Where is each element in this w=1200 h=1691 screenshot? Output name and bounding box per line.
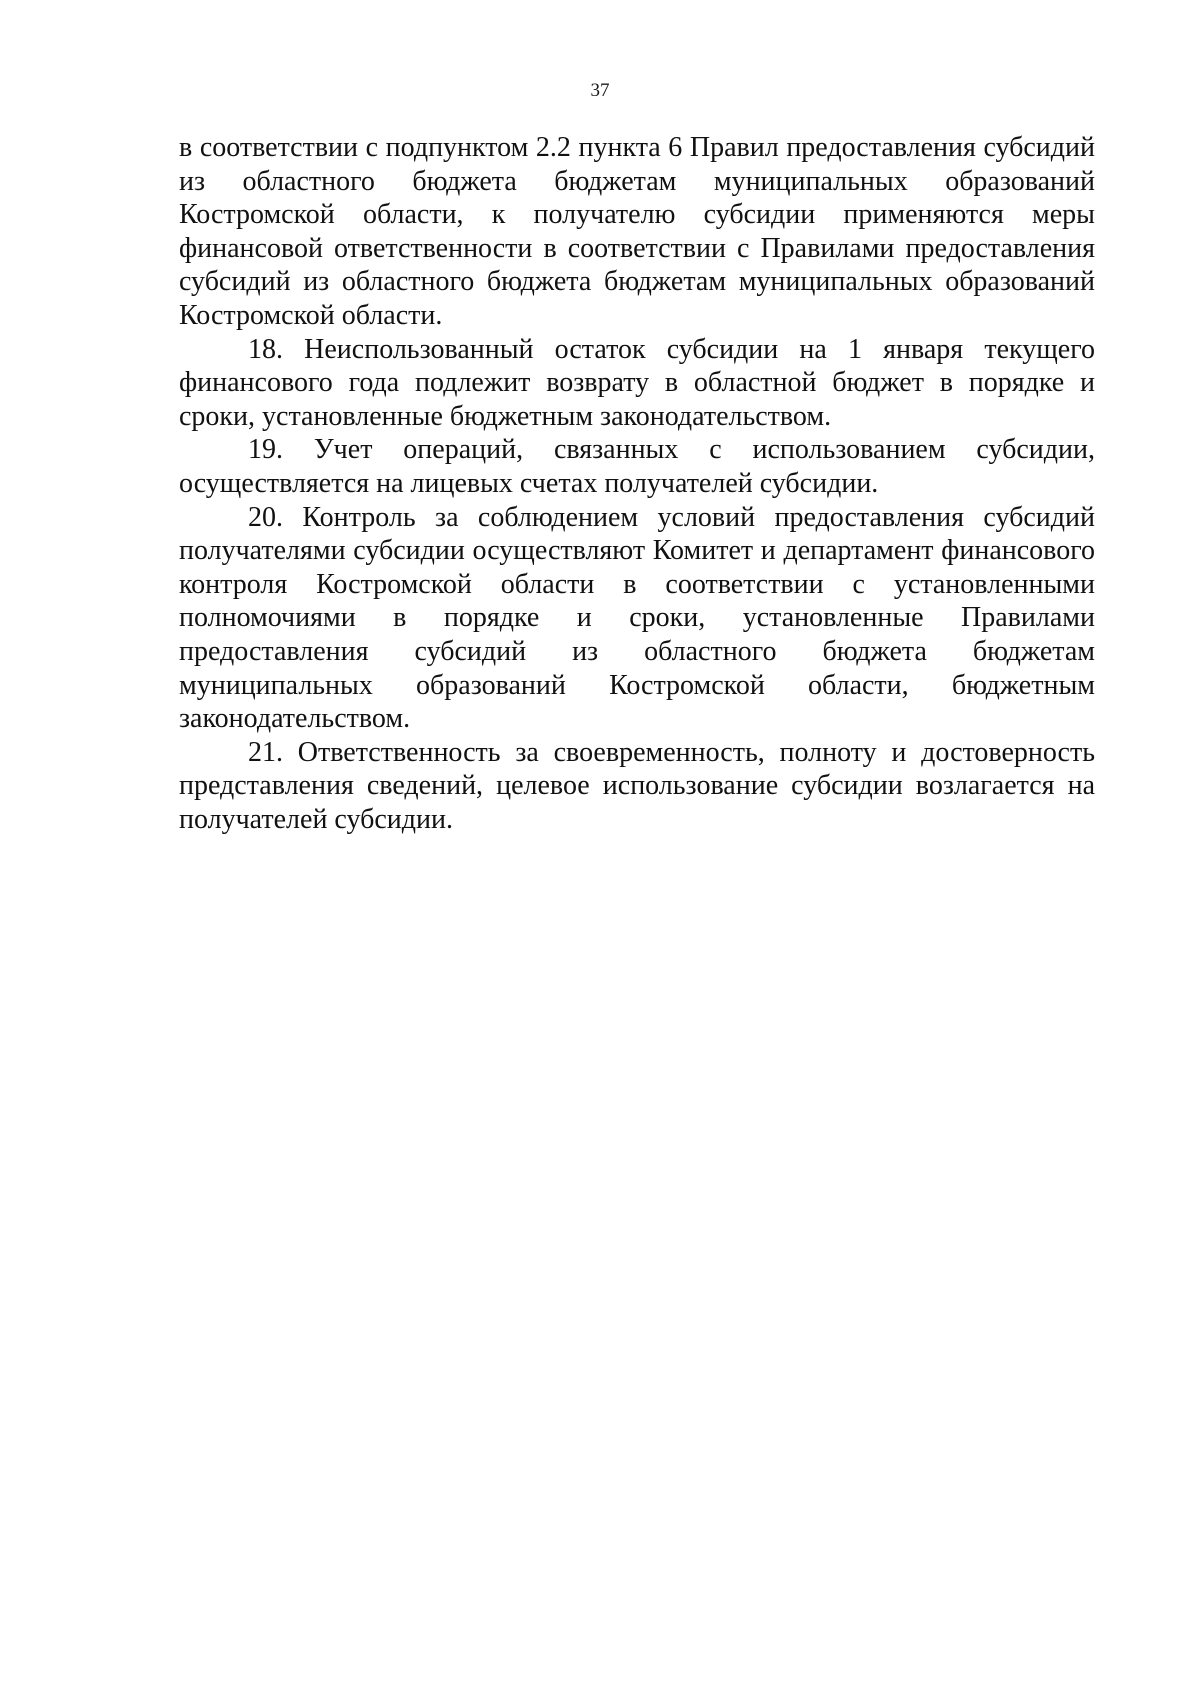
document-body	[179, 131, 1095, 836]
paragraph-continuation: в соответствии с подпунктом 2.2 пункта 6 Правил предоставления субсидий из областного бюджета бюджетам муниципальных образований Костромской области, к получателю субсидии применяются меры финансовой ответственности в соответствии с Правилами предоставления субсидий из областного бюджета бюджетам муниципальных образований Костромской области.	[179, 132, 1095, 331]
paragraph-19: 19. Учет операций, связанных с использованием субсидии, осуществляется на лицевых счетах получателей субсидии.	[179, 434, 1095, 499]
paragraph-21: 21. Ответственность за своевременность, полноту и достоверность представления сведений, целевое использование субсидии возлагается на получателей субсидии.	[179, 736, 1095, 835]
paragraph-20: 20. Контроль за соблюдением условий предоставления субсидий получателями субсидии осуществляют Комитет и департамент финансового контроля Костромской области в соответствии с установленными полномочиями в порядке и сроки, установленные Правилами предоставления субсидий из областного бюджета бюджетам муниципальных образований Костромской области, бюджетным законодательством.	[179, 501, 1095, 735]
paragraph-18: 18. Неиспользованный остаток субсидии на 1 января текущего финансового года подлежит возврату в областной бюджет в порядке и сроки, установленные бюджетным законодательством.	[179, 333, 1095, 432]
page-number: 37	[590, 80, 610, 101]
